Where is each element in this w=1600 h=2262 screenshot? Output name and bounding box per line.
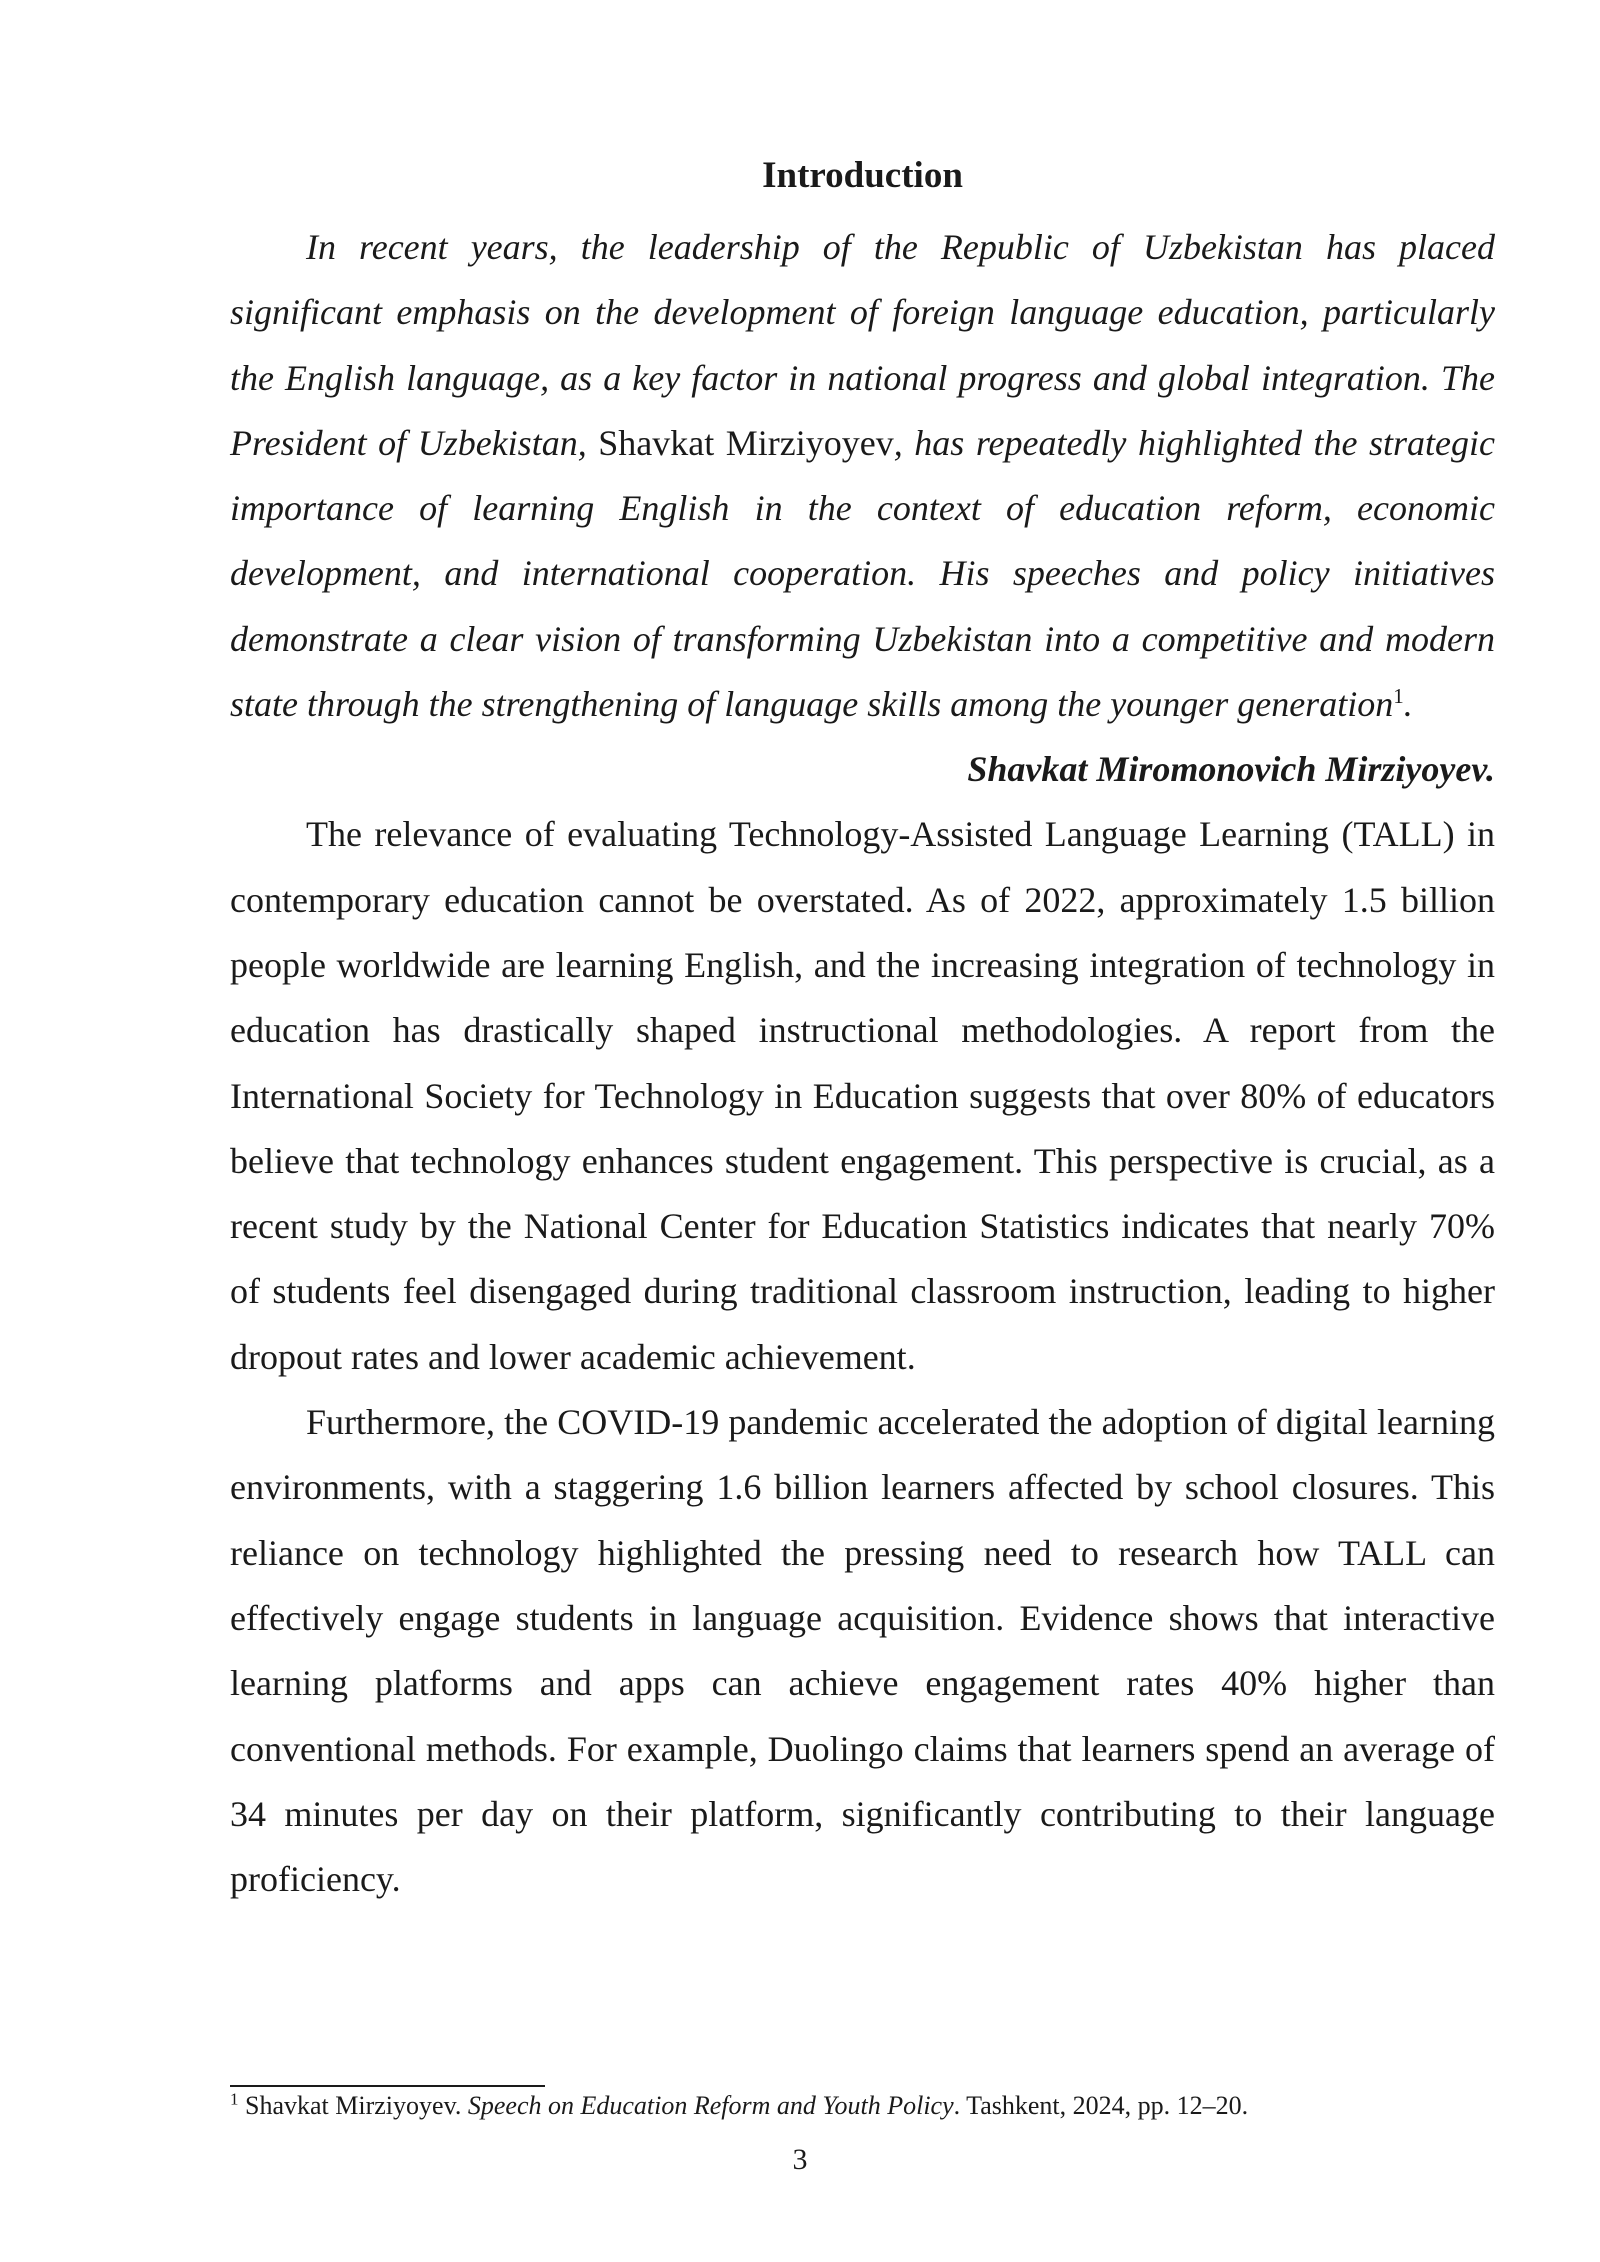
footnote-details: . Tashkent, 2024, pp. 12–20. — [953, 2091, 1249, 2120]
intro-text-part1: In recent years, the leadership of the Republic of Uzbekistan has placed significant emphasis on the development of foreign language education, particularly the English language, as a key factor in national progress and global integration. The President of Uzbekistan, — [230, 227, 1495, 463]
intro-president-name: Shavkat Mirziyoyev — [598, 422, 894, 463]
body-paragraph-1: The relevance of evaluating Technology-Assisted Language Learning (TALL) in contemporary education cannot be overstated. As of 2022, approximately 1.5 billion people worldwide are learning English, and the increasing integration of technology in education has drastically shaped instructional methodologies. A report from the International Society for Technology in Education suggests that over 80% of educators believe that technology enhances student engagement. This perspective is crucial, as a recent study by the National Center for Education Statistics indicates that nearly 70% of students feel disengaged during traditional classroom instruction, leading to higher dropout rates and lower academic achievement. — [230, 814, 1495, 1377]
page-body — [230, 150, 1495, 1912]
body-paragraph-2: Furthermore, the COVID-19 pandemic accelerated the adoption of digital learning environments, with a staggering 1.6 billion learners affected by school closures. This reliance on technology highlighted the pressing need to research how TALL can effectively engage students in language acquisition. Evidence shows that interactive learning platforms and apps can achieve engagement rates 40% higher than conventional methods. For example, Duolingo claims that learners spend an average of 34 minutes per day on their platform, significantly contributing to their language proficiency. — [230, 1402, 1495, 1900]
signature: Shavkat Miromonovich Mirziyoyev. — [967, 749, 1495, 790]
intro-text-part2: , has repeatedly highlighted the strategic importance of learning English in the context of education reform, economic development, and international cooperation. His speeches and policy initiatives demonstrate a clear vision of transforming Uzbekistan into a competitive and modern state through the strengthening of language skills among the younger generation — [230, 422, 1495, 725]
footnote — [230, 2084, 1495, 2128]
section-heading: Introduction — [762, 155, 963, 196]
intro-text-end: . — [1403, 684, 1413, 725]
footnote-number: 1 — [230, 2089, 239, 2109]
page-number: 3 — [792, 2143, 808, 2176]
footnote-title: Speech on Education Reform and Youth Policy — [467, 2091, 954, 2120]
footnote-author: Shavkat Mirziyoyev. — [238, 2091, 468, 2120]
footnote-reference[interactable]: 1 — [1393, 684, 1404, 709]
intro-paragraph — [230, 215, 1495, 737]
